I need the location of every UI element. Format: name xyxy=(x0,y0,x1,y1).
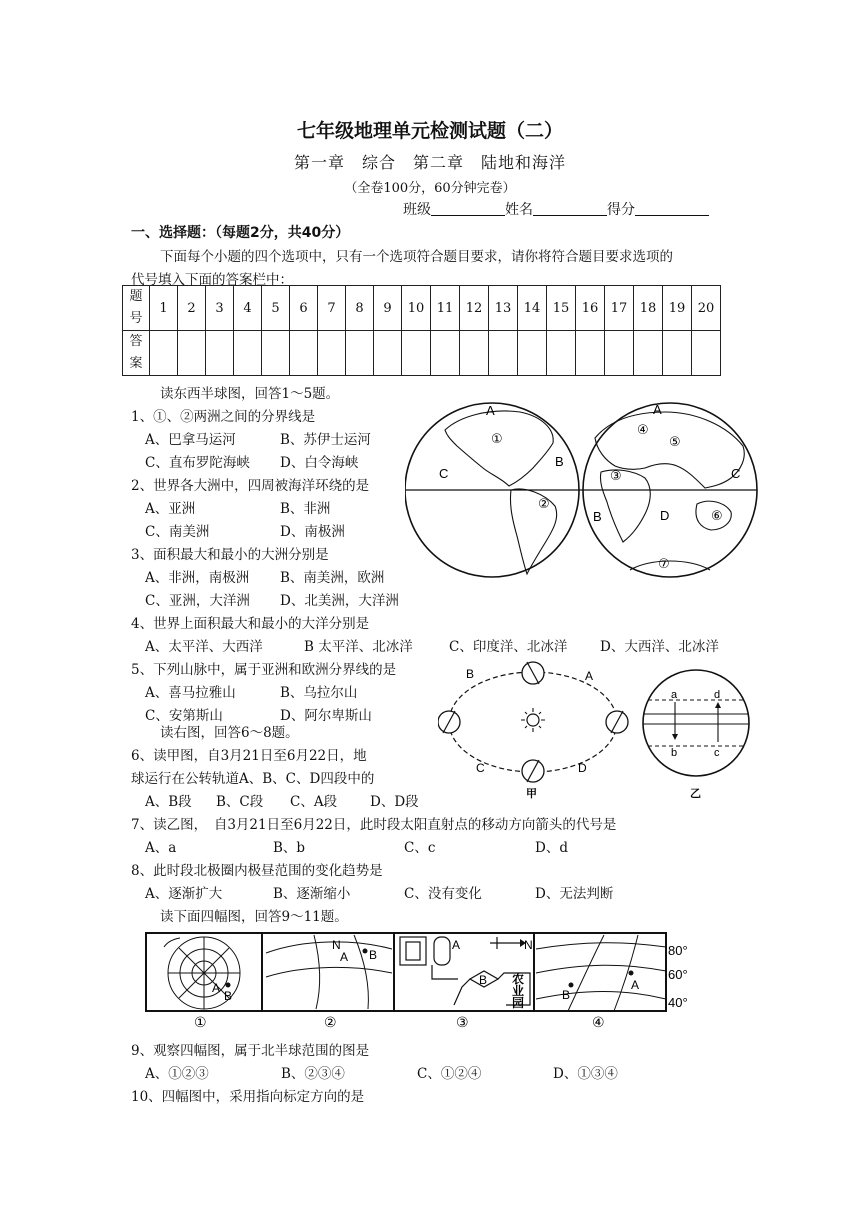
map4-lat-40: 40° xyxy=(668,995,688,1010)
map2-caption: ② xyxy=(324,1014,337,1030)
map2-label-b: B xyxy=(369,948,378,962)
map1-label-b: B xyxy=(224,989,233,1003)
hemisphere-map xyxy=(405,398,760,582)
west-label-1: ① xyxy=(491,431,503,446)
west-label-b: B xyxy=(555,454,564,469)
east-label-a: A xyxy=(653,402,662,417)
map2-label-a: A xyxy=(340,950,349,964)
question-number-cell: 17 xyxy=(605,286,634,331)
east-label-4: ④ xyxy=(637,422,649,437)
question-number-cell: 15 xyxy=(547,286,576,331)
question-number-cell: 4 xyxy=(234,286,262,331)
score-label: 得分 xyxy=(607,202,635,218)
q3-option-c[interactable]: C、亚洲，大洋洲 xyxy=(145,593,250,609)
east-label-b: B xyxy=(593,509,602,524)
q3-option-b[interactable]: B、南美洲，欧洲 xyxy=(280,570,385,586)
intro-q6-8: 读右图，回答6～8题。 xyxy=(160,725,299,741)
map2-point-b xyxy=(363,949,368,954)
map1-point-b xyxy=(226,983,231,988)
west-label-c: C xyxy=(439,466,449,481)
map3-park-char2: 业 xyxy=(512,984,525,998)
east-label-5: ⑤ xyxy=(669,434,681,449)
orbit-label-d: D xyxy=(578,761,587,775)
answer-cell[interactable] xyxy=(402,331,431,376)
earth-left-icon xyxy=(438,711,460,733)
north-america-outline xyxy=(445,411,553,486)
question-number-cell: 1 xyxy=(150,286,178,331)
question-number-cell: 10 xyxy=(402,286,431,331)
q7-option-d[interactable]: D、d xyxy=(535,840,568,856)
sun-icon xyxy=(521,708,545,732)
row-label-answer: 答 案 xyxy=(123,331,150,376)
arrow-head-down xyxy=(672,734,678,740)
row-label-number: 题 号 xyxy=(123,286,150,331)
map3-label-b: B xyxy=(479,973,488,987)
q5-option-c[interactable]: C、安第斯山 xyxy=(145,708,223,724)
answer-cell[interactable] xyxy=(290,331,318,376)
question-number-cell: 19 xyxy=(663,286,692,331)
map2-grid xyxy=(266,935,392,1009)
map4-grid xyxy=(536,935,666,1011)
q6-stem-line2: 球运行在公转轨道A、B、C、D四段中的 xyxy=(131,771,375,787)
answer-cell[interactable] xyxy=(518,331,547,376)
answer-cell[interactable] xyxy=(663,331,692,376)
globe-label-a: a xyxy=(671,689,678,701)
q1-option-c[interactable]: C、直布罗陀海峡 xyxy=(145,455,250,471)
q2-option-a[interactable]: A、亚洲 xyxy=(145,501,196,517)
q2-option-d[interactable]: D、南极洲 xyxy=(280,524,345,540)
earth-bottom-icon xyxy=(522,760,544,782)
map4-point-a xyxy=(629,971,634,976)
q7-option-c[interactable]: C、c xyxy=(404,840,436,856)
q3-option-d[interactable]: D、北美洲，大洋洲 xyxy=(280,593,399,609)
globe-caption: 乙 xyxy=(690,788,701,800)
question-number-cell: 11 xyxy=(431,286,460,331)
question-number-cell: 2 xyxy=(178,286,206,331)
question-number-cell: 6 xyxy=(290,286,318,331)
class-field[interactable] xyxy=(431,201,505,216)
east-label-c: C xyxy=(731,466,741,481)
q7-option-b[interactable]: B、b xyxy=(273,840,306,856)
map2-label-n: N xyxy=(332,938,341,952)
student-info-fields xyxy=(403,199,709,219)
q5-option-a[interactable]: A、喜马拉雅山 xyxy=(145,685,236,701)
table-row-answers xyxy=(123,331,721,376)
class-label: 班级 xyxy=(403,202,431,218)
answer-cell[interactable] xyxy=(489,331,518,376)
q9-option-c[interactable]: C、①②④ xyxy=(417,1066,482,1082)
q8-option-c[interactable]: C、没有变化 xyxy=(404,886,482,902)
earth-right-icon xyxy=(606,711,628,733)
orbit-label-b: B xyxy=(466,667,475,681)
map4-caption: ④ xyxy=(592,1014,605,1030)
east-label-6: ⑥ xyxy=(711,508,723,523)
q9-stem: 9、观察四幅图，属于北半球范围的图是 xyxy=(131,1043,370,1059)
map4-label-a: A xyxy=(631,978,640,992)
east-label-7: ⑦ xyxy=(658,556,670,571)
score-field[interactable] xyxy=(635,201,709,216)
q4-stem: 4、世界上面积最大和最小的大洋分别是 xyxy=(131,616,370,632)
orbit-figure xyxy=(438,660,638,800)
instructions-line1: 下面每个小题的四个选项中，只有一个选项符合题目要求，请你将符合题目要求选项的 xyxy=(160,249,673,265)
q5-option-d[interactable]: D、阿尔卑斯山 xyxy=(280,708,372,724)
question-number-cell: 8 xyxy=(346,286,374,331)
four-maps-figure xyxy=(144,929,704,1031)
q1-option-d[interactable]: D、白令海峡 xyxy=(280,455,359,471)
question-number-cell: 3 xyxy=(206,286,234,331)
intro-q9-11: 读下面四幅图，回答9～11题。 xyxy=(160,909,348,925)
map1-caption: ① xyxy=(194,1014,207,1030)
answer-cell[interactable] xyxy=(262,331,290,376)
answer-cell[interactable] xyxy=(634,331,663,376)
answer-cell[interactable] xyxy=(431,331,460,376)
answer-cell[interactable] xyxy=(150,331,178,376)
intro-q1-5: 读东西半球图，回答1～5题。 xyxy=(160,386,340,402)
q1-option-a[interactable]: A、巴拿马运河 xyxy=(145,432,236,448)
q2-option-c[interactable]: C、南美洲 xyxy=(145,524,210,540)
q8-option-a[interactable]: A、逐渐扩大 xyxy=(145,886,223,902)
q9-option-b[interactable]: B、②③④ xyxy=(281,1066,345,1082)
east-label-3: ③ xyxy=(610,468,622,483)
orbit-path xyxy=(449,672,617,772)
q1-stem: 1、①、②两洲之间的分界线是 xyxy=(131,409,316,425)
q4-option-b[interactable]: B 太平洋、北冰洋 xyxy=(304,639,413,655)
q6-option-a[interactable]: A、B段 xyxy=(145,794,192,810)
answer-cell[interactable] xyxy=(318,331,346,376)
q9-option-a[interactable]: A、①②③ xyxy=(145,1066,209,1082)
answer-cell[interactable] xyxy=(178,331,206,376)
q4-option-a[interactable]: A、太平洋、大西洋 xyxy=(145,639,263,655)
orbit-caption: 甲 xyxy=(526,788,537,800)
q4-option-d[interactable]: D、大西洋、北冰洋 xyxy=(600,639,719,655)
answer-cell[interactable] xyxy=(374,331,402,376)
q5-stem: 5、下列山脉中，属于亚洲和欧洲分界线的是 xyxy=(131,662,397,678)
answer-cell[interactable] xyxy=(547,331,576,376)
q8-option-b[interactable]: B、逐渐缩小 xyxy=(273,886,351,902)
page-title: 七年级地理单元检测试题（二） xyxy=(296,120,563,142)
orbit-label-c: C xyxy=(476,761,485,775)
question-number-cell: 5 xyxy=(262,286,290,331)
q5-option-b[interactable]: B、乌拉尔山 xyxy=(280,685,358,701)
question-number-cell: 18 xyxy=(634,286,663,331)
globe-label-d: d xyxy=(714,689,721,701)
question-number-cell: 7 xyxy=(318,286,346,331)
section-heading: 一、选择题：（每题2分，共40分） xyxy=(131,225,350,241)
south-america-outline xyxy=(510,489,556,574)
map4-lat-60: 60° xyxy=(668,967,688,982)
answer-cell[interactable] xyxy=(692,331,721,376)
exam-note: （全卷100分，60分钟完卷） xyxy=(344,181,516,196)
map4-label-b: B xyxy=(562,988,571,1002)
answer-cell[interactable] xyxy=(576,331,605,376)
question-number-cell: 16 xyxy=(576,286,605,331)
map3-park-char1: 农 xyxy=(512,972,525,986)
q2-stem: 2、世界各大洲中，四周被海洋环绕的是 xyxy=(131,478,370,494)
question-number-cell: 12 xyxy=(460,286,489,331)
map3-plan xyxy=(400,937,530,1005)
q9-option-d[interactable]: D、①③④ xyxy=(553,1066,618,1082)
question-number-cell: 9 xyxy=(374,286,402,331)
q4-option-c[interactable]: C、印度洋、北冰洋 xyxy=(449,639,568,655)
q6-option-d[interactable]: D、D段 xyxy=(370,794,419,810)
q3-stem: 3、面积最大和最小的大洲分别是 xyxy=(131,547,329,563)
name-label: 姓名 xyxy=(505,202,533,218)
answer-cell[interactable] xyxy=(234,331,262,376)
q8-option-d[interactable]: D、无法判断 xyxy=(535,886,614,902)
map3-park-char3: 园 xyxy=(512,996,525,1010)
globe-figure xyxy=(640,668,760,800)
map3-caption: ③ xyxy=(456,1014,469,1030)
instructions-line2: 代号填入下面的答案栏中： xyxy=(131,272,293,288)
west-label-2: ② xyxy=(538,496,550,511)
answer-cell[interactable] xyxy=(346,331,374,376)
arrow-head-up xyxy=(715,702,721,708)
africa-outline xyxy=(600,470,650,542)
north-arrow-icon xyxy=(490,937,526,949)
answer-cell[interactable] xyxy=(460,331,489,376)
q10-stem: 10、四幅图中，采用指向标定方向的是 xyxy=(131,1089,365,1105)
map4-lat-80: 80° xyxy=(668,943,688,958)
east-label-d: D xyxy=(660,508,670,523)
question-number-cell: 13 xyxy=(489,286,518,331)
table-row-numbers xyxy=(123,286,721,331)
antarctica-outline xyxy=(630,561,710,570)
answer-table xyxy=(122,285,721,376)
q3-option-a[interactable]: A、非洲，南极洲 xyxy=(145,570,250,586)
question-number-cell: 14 xyxy=(518,286,547,331)
map3-label-a: A xyxy=(452,938,461,952)
globe-outline xyxy=(643,670,749,776)
q7-option-a[interactable]: A、a xyxy=(145,840,177,856)
q2-option-b[interactable]: B、非洲 xyxy=(280,501,331,517)
answer-cell[interactable] xyxy=(206,331,234,376)
q7-stem: 7、读乙图， 自3月21日至6月22日，此时段太阳直射点的移动方向箭头的代号是 xyxy=(131,817,617,833)
earth-top-icon xyxy=(522,662,544,684)
q6-option-b[interactable]: B、C段 xyxy=(216,794,264,810)
answer-cell[interactable] xyxy=(605,331,634,376)
page-subtitle: 第一章 综合 第二章 陆地和海洋 xyxy=(293,153,566,172)
map4-point-b xyxy=(569,983,574,988)
q6-option-c[interactable]: C、A段 xyxy=(290,794,338,810)
orbit-label-a: A xyxy=(585,669,594,683)
map1-label-a: A xyxy=(212,981,221,995)
name-field[interactable] xyxy=(533,201,607,216)
q6-stem-line1: 6、读甲图，自3月21日至6月22日，地 xyxy=(131,748,367,764)
west-label-a: A xyxy=(486,403,495,418)
question-number-cell: 20 xyxy=(692,286,721,331)
q8-stem: 8、此时段北极圈内极昼范围的变化趋势是 xyxy=(131,863,383,879)
q1-option-b[interactable]: B、苏伊士运河 xyxy=(280,432,371,448)
globe-label-b: b xyxy=(671,747,678,759)
globe-label-c: c xyxy=(714,747,720,759)
map3-label-n: N xyxy=(524,938,533,952)
